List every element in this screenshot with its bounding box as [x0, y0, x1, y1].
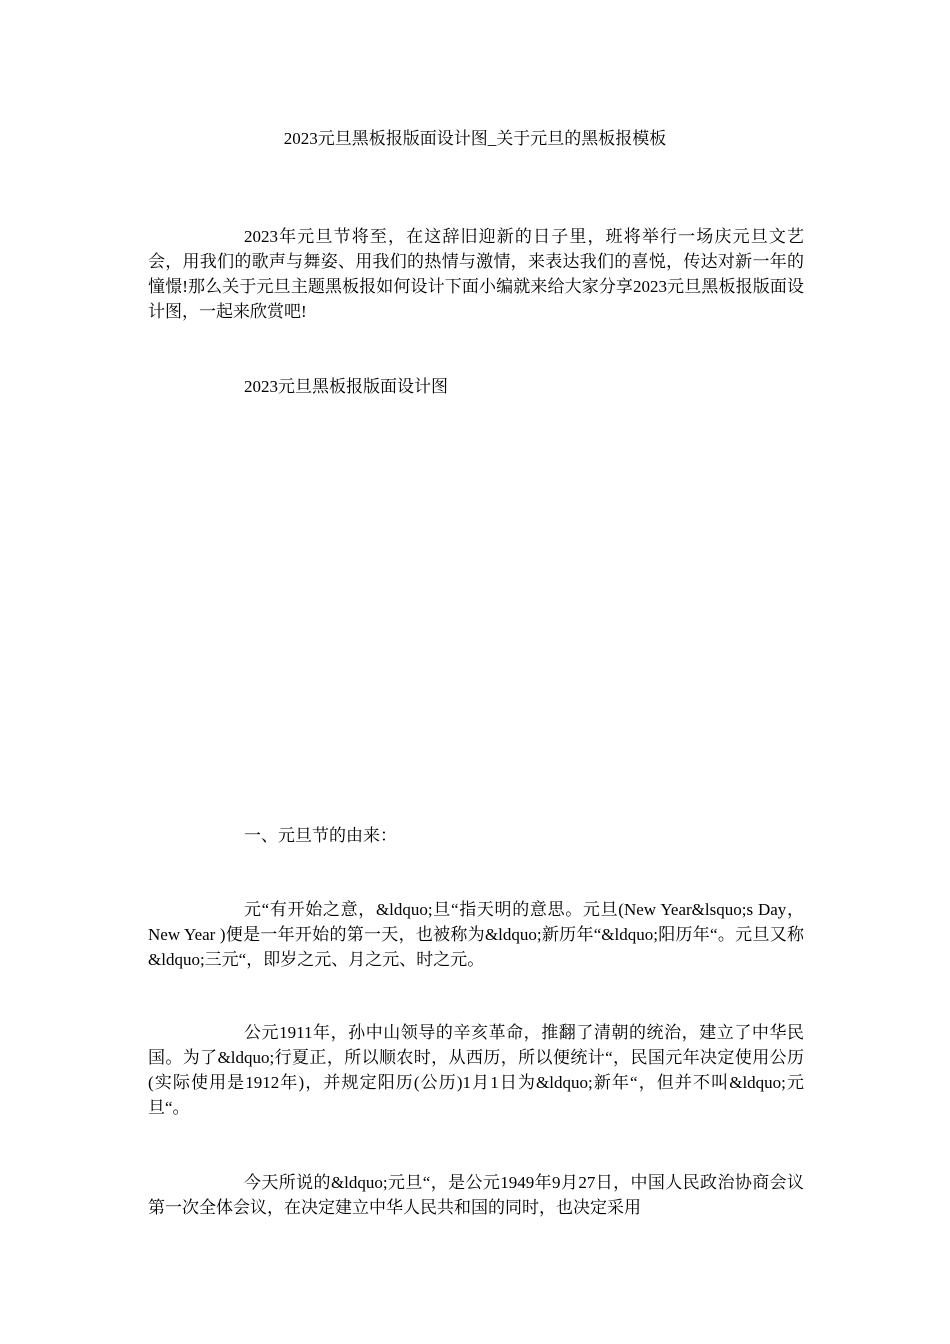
origin-paragraph-2: 公元1911年，孙中山领导的辛亥革命，推翻了清朝的统治，建立了中华民国。为了&ldquo;行夏正，所以顺农时，从西历，所以便统计“，民国元年决定使用公历(实际使用是1912年)，并规定阳历(公历)1月1日为&ldquo;新年“，但并不叫&ldquo;元旦“。	[148, 1023, 804, 1117]
intro-paragraph: 2023年元旦节将至，在这辞旧迎新的日子里，班将举行一场庆元旦文艺会，用我们的歌声与舞姿、用我们的热情与激情，来表达我们的喜悦，传达对新一年的憧憬!那么关于元旦主题黑板报如何设计下面小编就来给大家分享2023元旦黑板报版面设计图，一起来欣赏吧!	[148, 227, 804, 321]
origin-paragraph-1: 元“有开始之意，&ldquo;旦“指天明的意思。元旦(New Year&lsquo;s Day，New Year )便是一年开始的第一天，也被称为&ldquo;新历年“&ldquo;阳历年“。元旦又称&ldquo;三元“，即岁之元、月之元、时之元。	[148, 900, 804, 969]
document-title: 2023元旦黑板报版面设计图_关于元旦的黑板报模板	[283, 129, 667, 148]
blackboard-image-placeholder	[148, 410, 804, 810]
section-heading-origin: 一、元旦节的由来：	[244, 826, 397, 845]
origin-paragraph-3: 今天所说的&ldquo;元旦“，是公元1949年9月27日，中国人民政治协商会议第一次全体会议，在决定建立中华人民共和国的同时，也决定采用	[148, 1173, 804, 1217]
design-subheading: 2023元旦黑板报版面设计图	[244, 377, 448, 396]
